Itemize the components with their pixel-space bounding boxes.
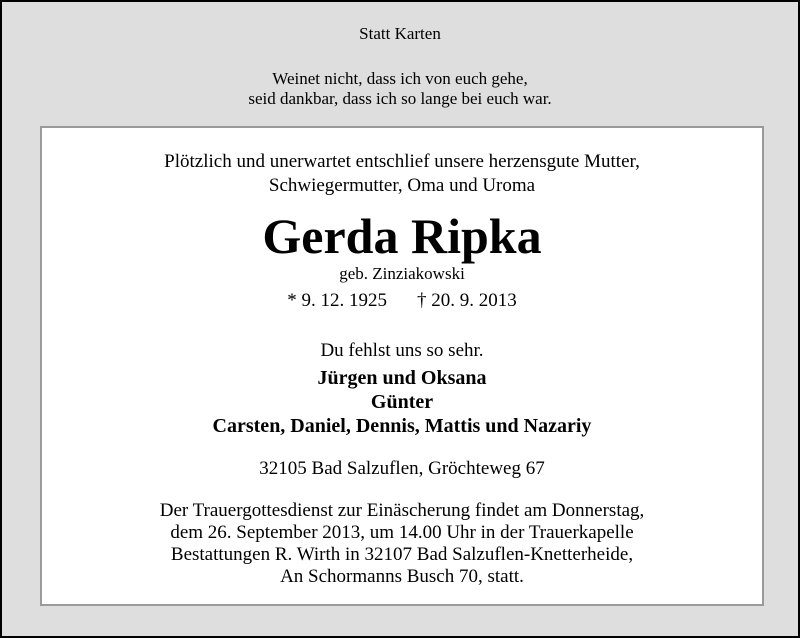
missing-text: Du fehlst uns so sehr. — [320, 340, 484, 361]
service-line: Bestattungen R. Wirth in 32107 Bad Salzuflen-Knetterheide, — [170, 544, 634, 565]
family-line: Günter — [370, 391, 434, 413]
family-names — [42, 366, 762, 438]
life-dates — [42, 290, 762, 312]
verse-line: seid dankbar, dass ich so lange bei euch war. — [248, 89, 552, 108]
family-address: 32105 Bad Salzuflen, Gröchteweg 67 — [259, 458, 545, 479]
deceased-name: Gerda Ripka — [262, 208, 542, 264]
intro-text — [42, 150, 762, 198]
intro-line: Schwiegermutter, Oma und Uroma — [268, 175, 536, 196]
service-line: dem 26. September 2013, um 14.00 Uhr in der Trauerkapelle — [170, 522, 634, 543]
verse — [2, 69, 798, 109]
service-line: An Schormanns Busch 70, statt. — [280, 566, 524, 587]
born-name: geb. Zinziakowski — [339, 264, 465, 283]
verse-line: Weinet nicht, dass ich von euch gehe, — [272, 69, 528, 88]
statt-karten-label: Statt Karten — [359, 24, 441, 43]
notice-header — [2, 2, 798, 122]
birth-date: * 9. 12. 1925 — [287, 290, 387, 311]
family-line: Carsten, Daniel, Dennis, Mattis und Nazariy — [212, 415, 592, 437]
service-details — [42, 500, 762, 588]
announcement-panel — [40, 126, 764, 606]
intro-line: Plötzlich und unerwartet entschlief unsere herzensgute Mutter, — [164, 151, 640, 172]
death-date: † 20. 9. 2013 — [417, 290, 517, 311]
family-line: Jürgen und Oksana — [317, 367, 487, 389]
service-line: Der Trauergottesdienst zur Einäscherung findet am Donnerstag, — [159, 500, 645, 521]
